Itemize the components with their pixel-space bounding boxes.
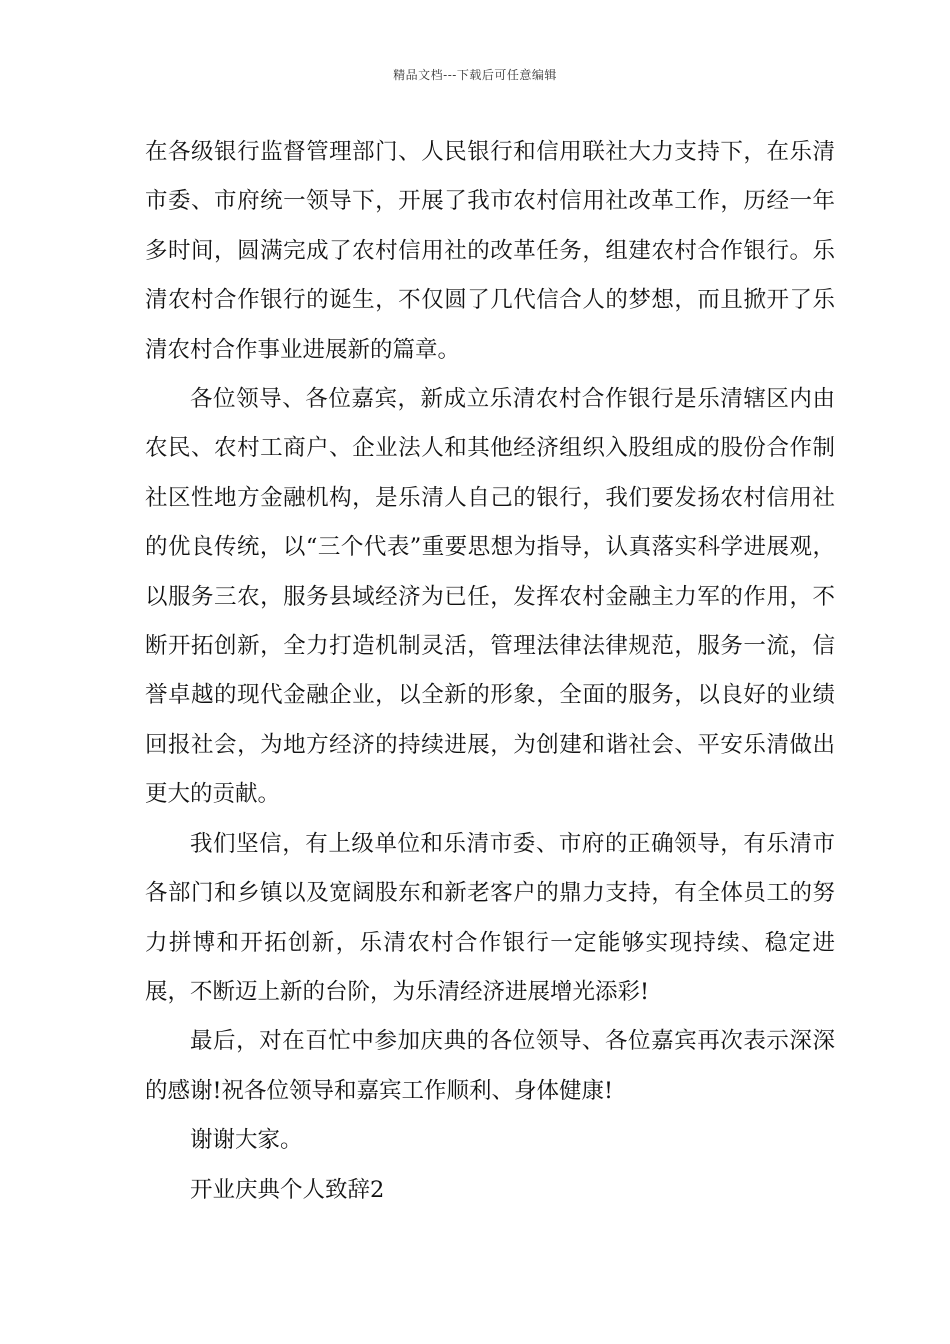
paragraph-intro: 在各级银行监督管理部门、人民银行和信用联社大力支持下，在乐清市委、市府统一领导下，开展了我市农村信用社改革工作，历经一年多时间，圆满完成了农村信用社的改革任务，组建农村合作银行。乐清农村合作银行的诞生，不仅圆了几代信合人的梦想，而且掀开了乐清农村合作事业进展新的篇章。 [145,139,835,363]
paragraph-closing: 谢谢大家。 [190,1127,303,1154]
document-body [145,128,835,1215]
paragraph-thanks: 最后，对在百忙中参加庆典的各位领导、各位嘉宾再次表示深深的感谢!祝各位领导和嘉宾工作顺利、身体健康! [145,1028,835,1104]
section-heading: 开业庆典个人致辞2 [190,1176,385,1203]
page-header: 精品文档---下载后可任意编辑 [393,68,557,82]
paragraph-bank-description: 各位领导、各位嘉宾，新成立乐清农村合作银行是乐清辖区内由农民、农村工商户、企业法人和其他经济组织入股组成的股份合作制社区性地方金融机构，是乐清人自己的银行，我们要发扬农村信用社的优良传统，以“三个代表”重要思想为指导，认真落实科学进展观，以服务三农，服务县域经济为已任，发挥农村金融主力军的作用，不断开拓创新，全力打造机制灵活，管理法律法律规范，服务一流，信誉卓越的现代金融企业，以全新的形象，全面的服务，以良好的业绩回报社会，为地方经济的持续进展，为创建和谐社会、平安乐清做出更大的贡献。 [145,386,835,808]
paragraph-confidence: 我们坚信，有上级单位和乐清市委、市府的正确领导，有乐清市各部门和乡镇以及宽阔股东和新老客户的鼎力支持，有全体员工的努力拼博和开拓创新，乐清农村合作银行一定能够实现持续、稳定进展，不断迈上新的台阶，为乐清经济进展增光添彩! [145,830,835,1005]
